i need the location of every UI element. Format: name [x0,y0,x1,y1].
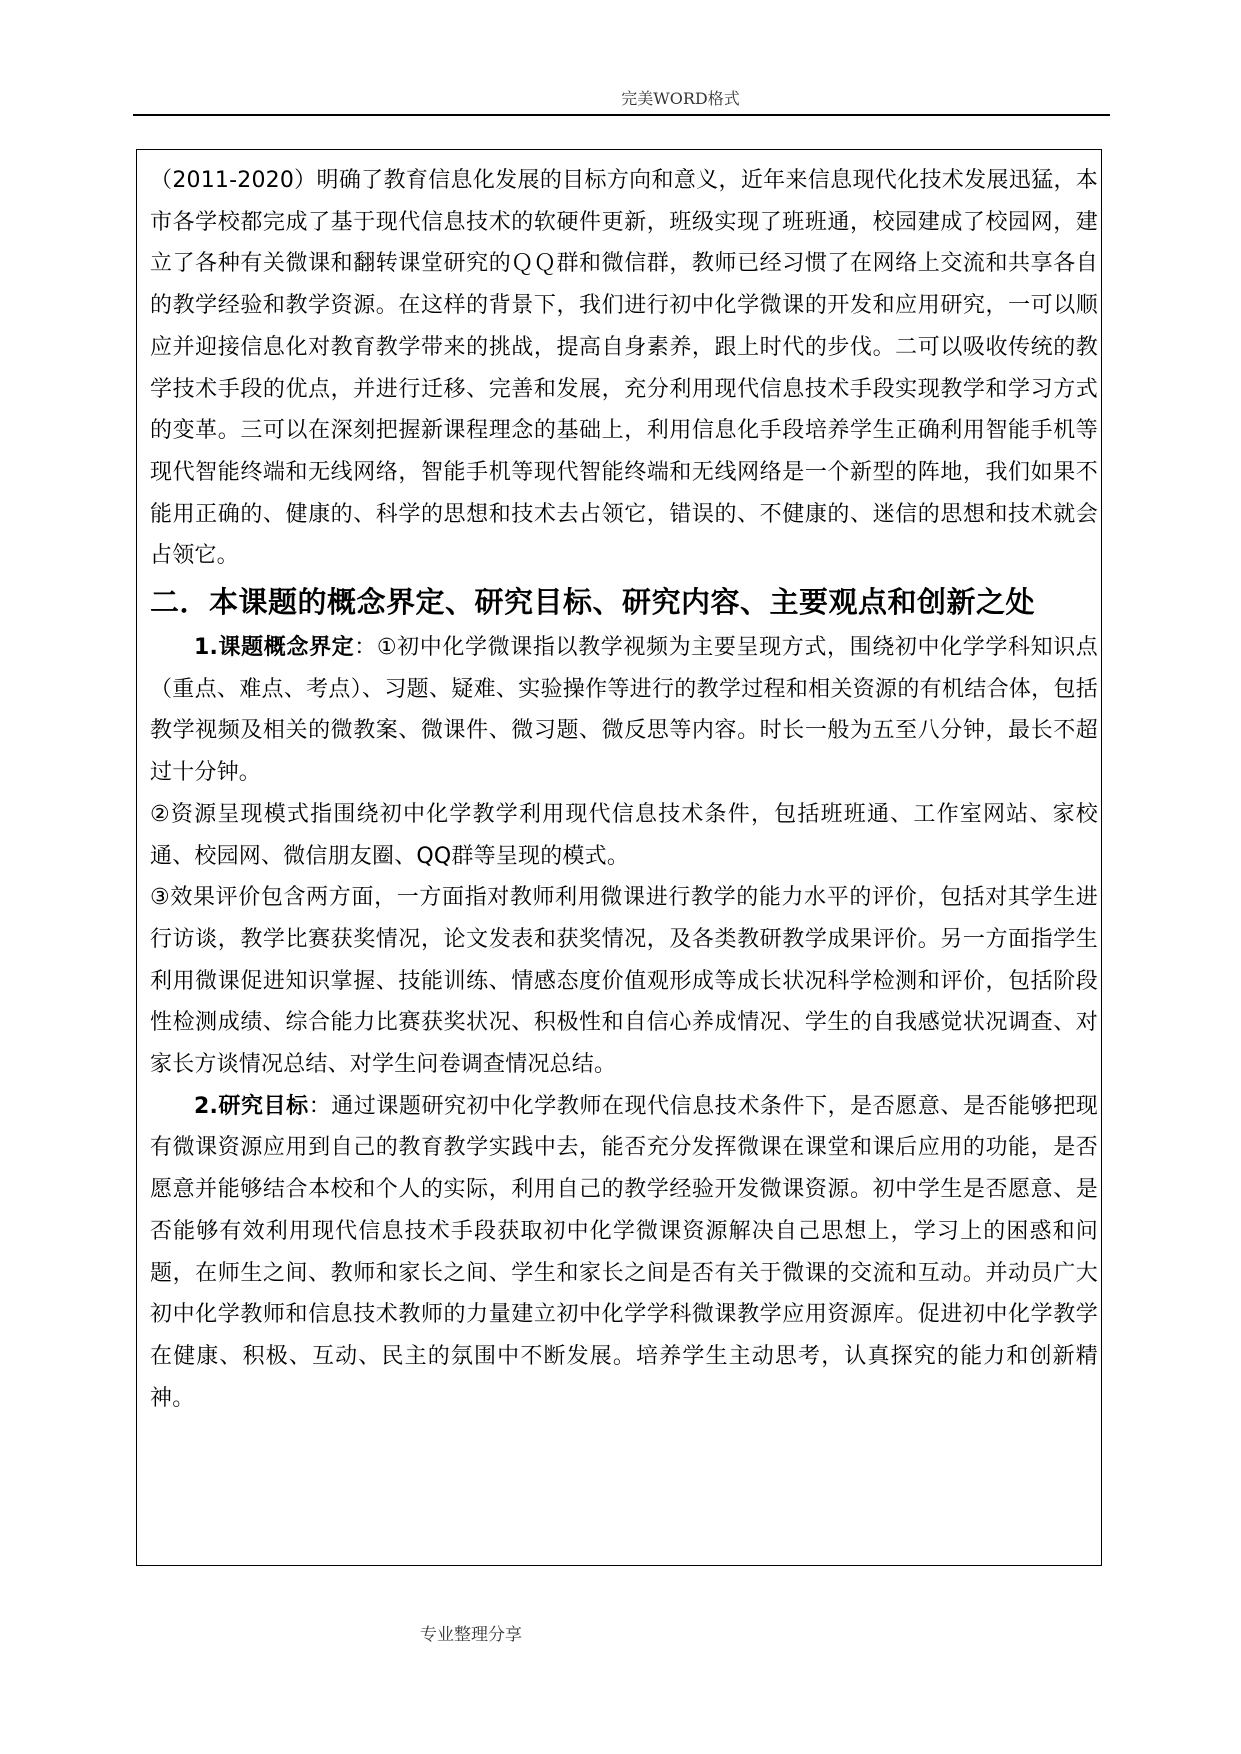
page-footer: 专业整理分享 [420,1625,522,1645]
concept-text: ：①初中化学微课指以教学视频为主要呈现方式，围绕初中化学学科知识点（重点、难点、考点）、习题、疑难、实验操作等进行的教学过程和相关资源的有机结合体，包括教学视频及相关的微教案、微课件、微习题、微反思等内容。时长一般为五至八分钟，最长不超过十分钟。 [150,635,1099,786]
intro-paragraph: （2011-2020）明确了教育信息化发展的目标方向和意义，近年来信息现代化技术发展迅猛，本市各学校都完成了基于现代信息技术的软硬件更新，班级实现了班班通，校园建成了校园网，建立了各种有关微课和翻转课堂研究的ＱＱ群和微信群，教师已经习惯了在网络上交流和共享各自的教学经验和教学资源。在这样的背景下，我们进行初中化学微课的开发和应用研究，一可以顺应并迎接信息化对教育教学带来的挑战，提高自身素养，跟上时代的步伐。二可以吸收传统的教学技术手段的优点，并进行迁移、完善和发展，充分利用现代信息技术手段实现教学和学习方式的变革。三可以在深刻把握新课程理念的基础上，利用信息化手段培养学生正确利用智能手机等现代智能终端和无线网络，智能手机等现代智能终端和无线网络是一个新型的阵地，我们如果不能用正确的、健康的、科学的思想和技术去占领它，错误的、不健康的、迷信的思想和技术就会占领它。 [150,168,1098,569]
header-divider [133,114,1110,116]
goal-label: 2.研究目标 [194,1093,309,1119]
goal-paragraph [150,1086,1098,1420]
concept-label: 1.课题概念界定 [194,635,355,661]
goal-text: ：通过课题研究初中化学教师在现代信息技术条件下，是否愿意、是否能够把现有微课资源应用到自己的教育教学实践中去，能否充分发挥微课在课堂和课后应用的功能，是否愿意并能够结合本校和个人的实际，利用自己的教学经验开发微课资源。初中学生是否愿意、是否能够有效利用现代信息技术手段获取初中化学微课资源解决自己思想上，学习上的困惑和问题，在师生之间、教师和家长之间、学生和家长之间是否有关于微课的交流和互动。并动员广大初中化学教师和信息技术教师的力量建立初中化学学科微课教学应用资源库。促进初中化学教学在健康、积极、互动、民主的氛围中不断发展。培养学生主动思考，认真探究的能力和创新精神。 [150,1093,1098,1411]
document-body [150,160,1098,1419]
page-header: 完美WORD格式 [621,89,740,108]
section-heading: 二．本课题的概念界定、研究目标、研究内容、主要观点和创新之处 [150,585,1036,620]
concept-item-3: ③效果评价包含两方面，一方面指对教师利用微课进行教学的能力水平的评价，包括对其学生进行访谈，教学比赛获奖情况，论文发表和获奖情况，及各类教研教学成果评价。另一方面指学生利用微课促进知识掌握、技能训练、情感态度价值观形成等成长状况科学检测和评价，包括阶段性检测成绩、综合能力比赛获奖状况、积极性和自信心养成情况、学生的自我感觉状况调查、对家长方谈情况总结、对学生问卷调查情况总结。 [150,885,1098,1078]
concept-item-2: ②资源呈现模式指围绕初中化学教学利用现代信息技术条件，包括班班通、工作室网站、家校通、校园网、微信朋友圈、QQ群等呈现的模式。 [150,801,1098,869]
concept-paragraph [150,627,1098,794]
